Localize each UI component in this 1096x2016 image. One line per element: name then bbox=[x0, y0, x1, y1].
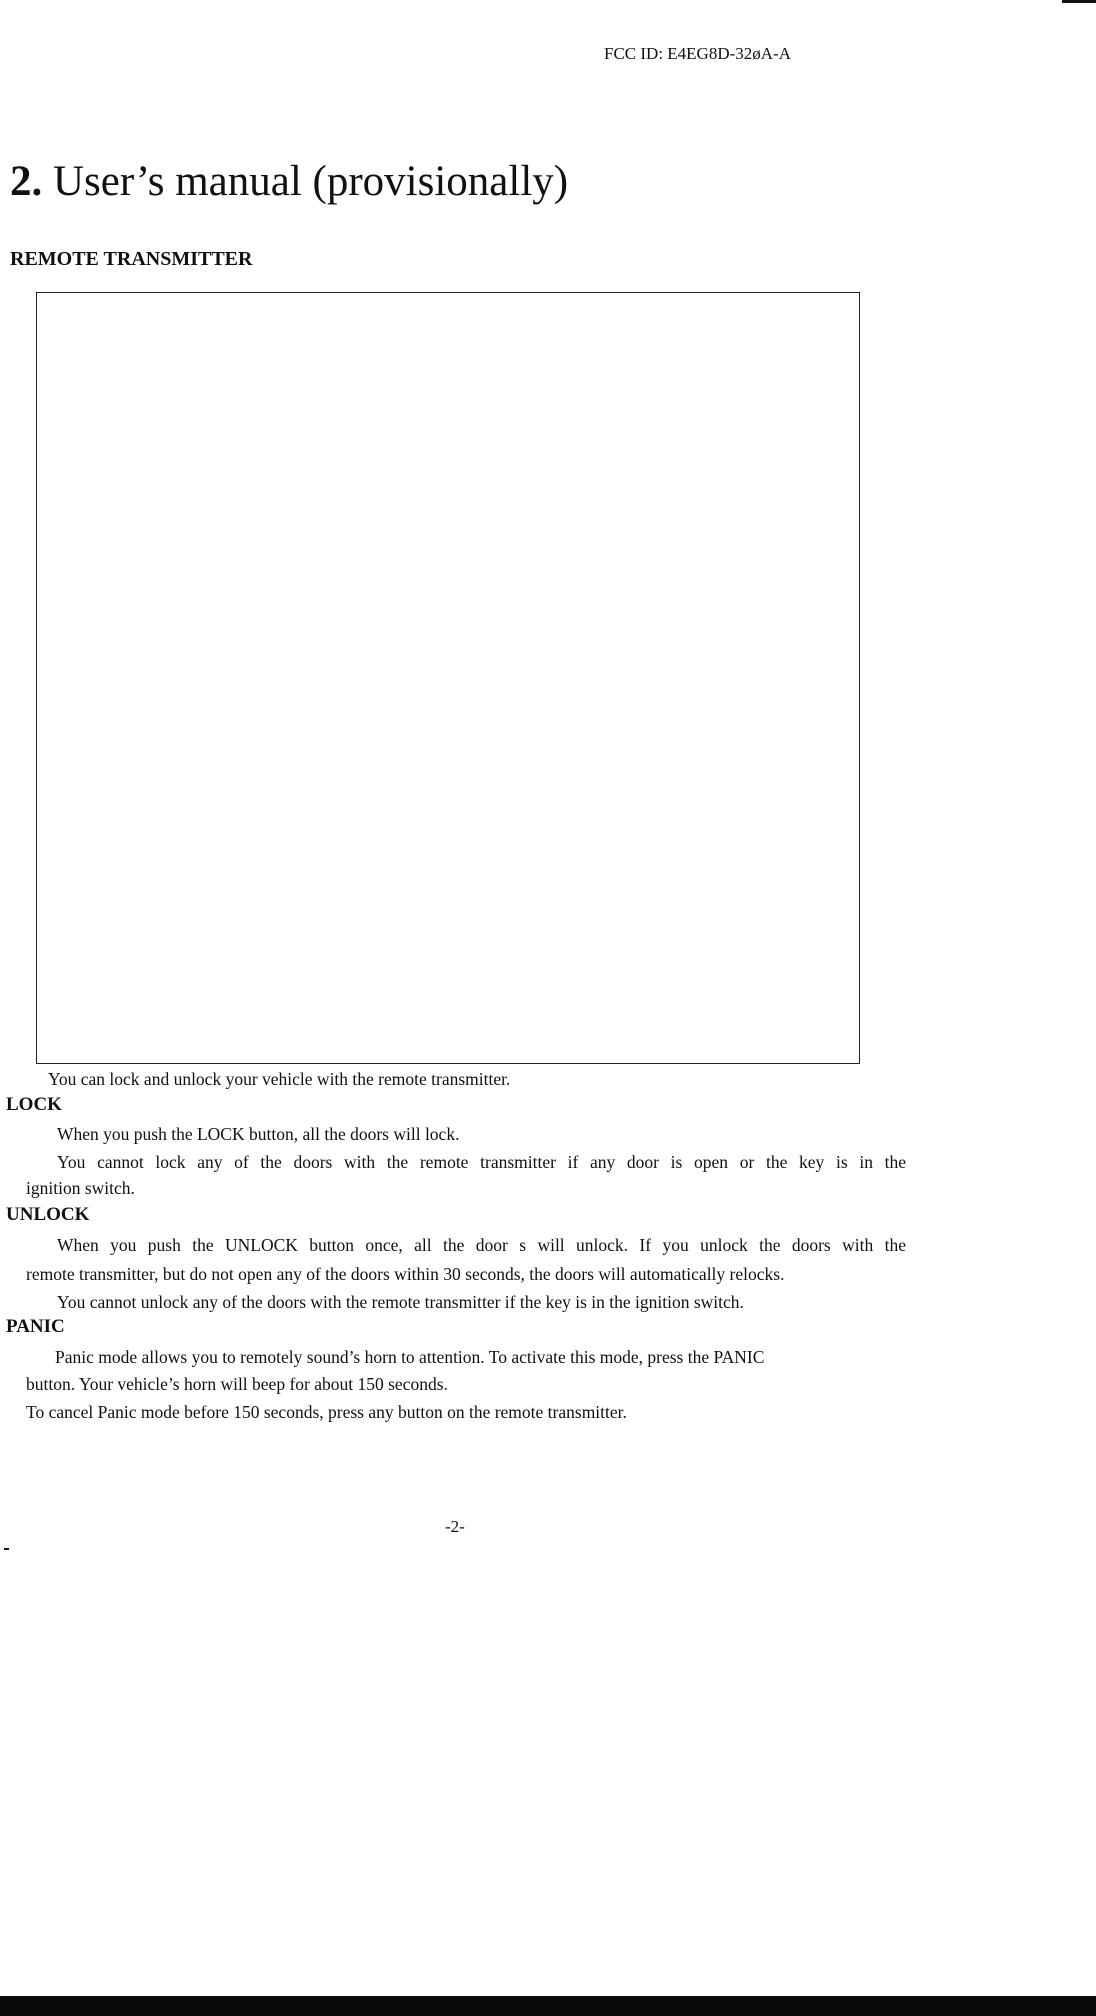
unlock-line-1: When you push the UNLOCK button once, all the door s will unlock. If you unlock the doors with the bbox=[57, 1235, 906, 1255]
lock-line-2: You cannot lock any of the doors with the remote transmitter if any door is open or the key is in the bbox=[57, 1152, 906, 1172]
page-number: -2- bbox=[445, 1517, 465, 1536]
fcc-id-header: FCC ID: E4EG8D-32øA-A bbox=[604, 44, 791, 63]
figure-caption: You can lock and unlock your vehicle with the remote transmitter. bbox=[48, 1069, 511, 1089]
margin-mark bbox=[4, 1548, 9, 1550]
figure-frame bbox=[36, 292, 860, 1064]
panic-line-3: To cancel Panic mode before 150 seconds, press any button on the remote transmitter. bbox=[26, 1402, 627, 1422]
section-heading: REMOTE TRANSMITTER bbox=[10, 248, 253, 270]
panic-line-1: Panic mode allows you to remotely sound’s horn to attention. To activate this mode, press the PANIC bbox=[55, 1347, 765, 1367]
panic-line-2: button. Your vehicle’s horn will beep for about 150 seconds. bbox=[26, 1374, 448, 1394]
lock-line-1: When you push the LOCK button, all the doors will lock. bbox=[57, 1124, 460, 1144]
lock-line-3: ignition switch. bbox=[26, 1178, 135, 1198]
unlock-line-3: You cannot unlock any of the doors with the remote transmitter if the key is in the ignition switch. bbox=[57, 1292, 744, 1312]
bottom-scan-band bbox=[0, 1996, 1096, 2016]
lock-heading: LOCK bbox=[6, 1094, 62, 1115]
unlock-line-2: remote transmitter, but do not open any of the doors within 30 seconds, the doors will automatically relocks. bbox=[26, 1264, 785, 1284]
page-title bbox=[10, 160, 568, 203]
title-text: User’s manual (provisionally) bbox=[42, 158, 569, 205]
unlock-heading: UNLOCK bbox=[6, 1204, 90, 1225]
panic-heading: PANIC bbox=[6, 1316, 65, 1337]
section-number: 2. bbox=[10, 158, 43, 205]
top-edge-rule bbox=[1062, 0, 1096, 3]
